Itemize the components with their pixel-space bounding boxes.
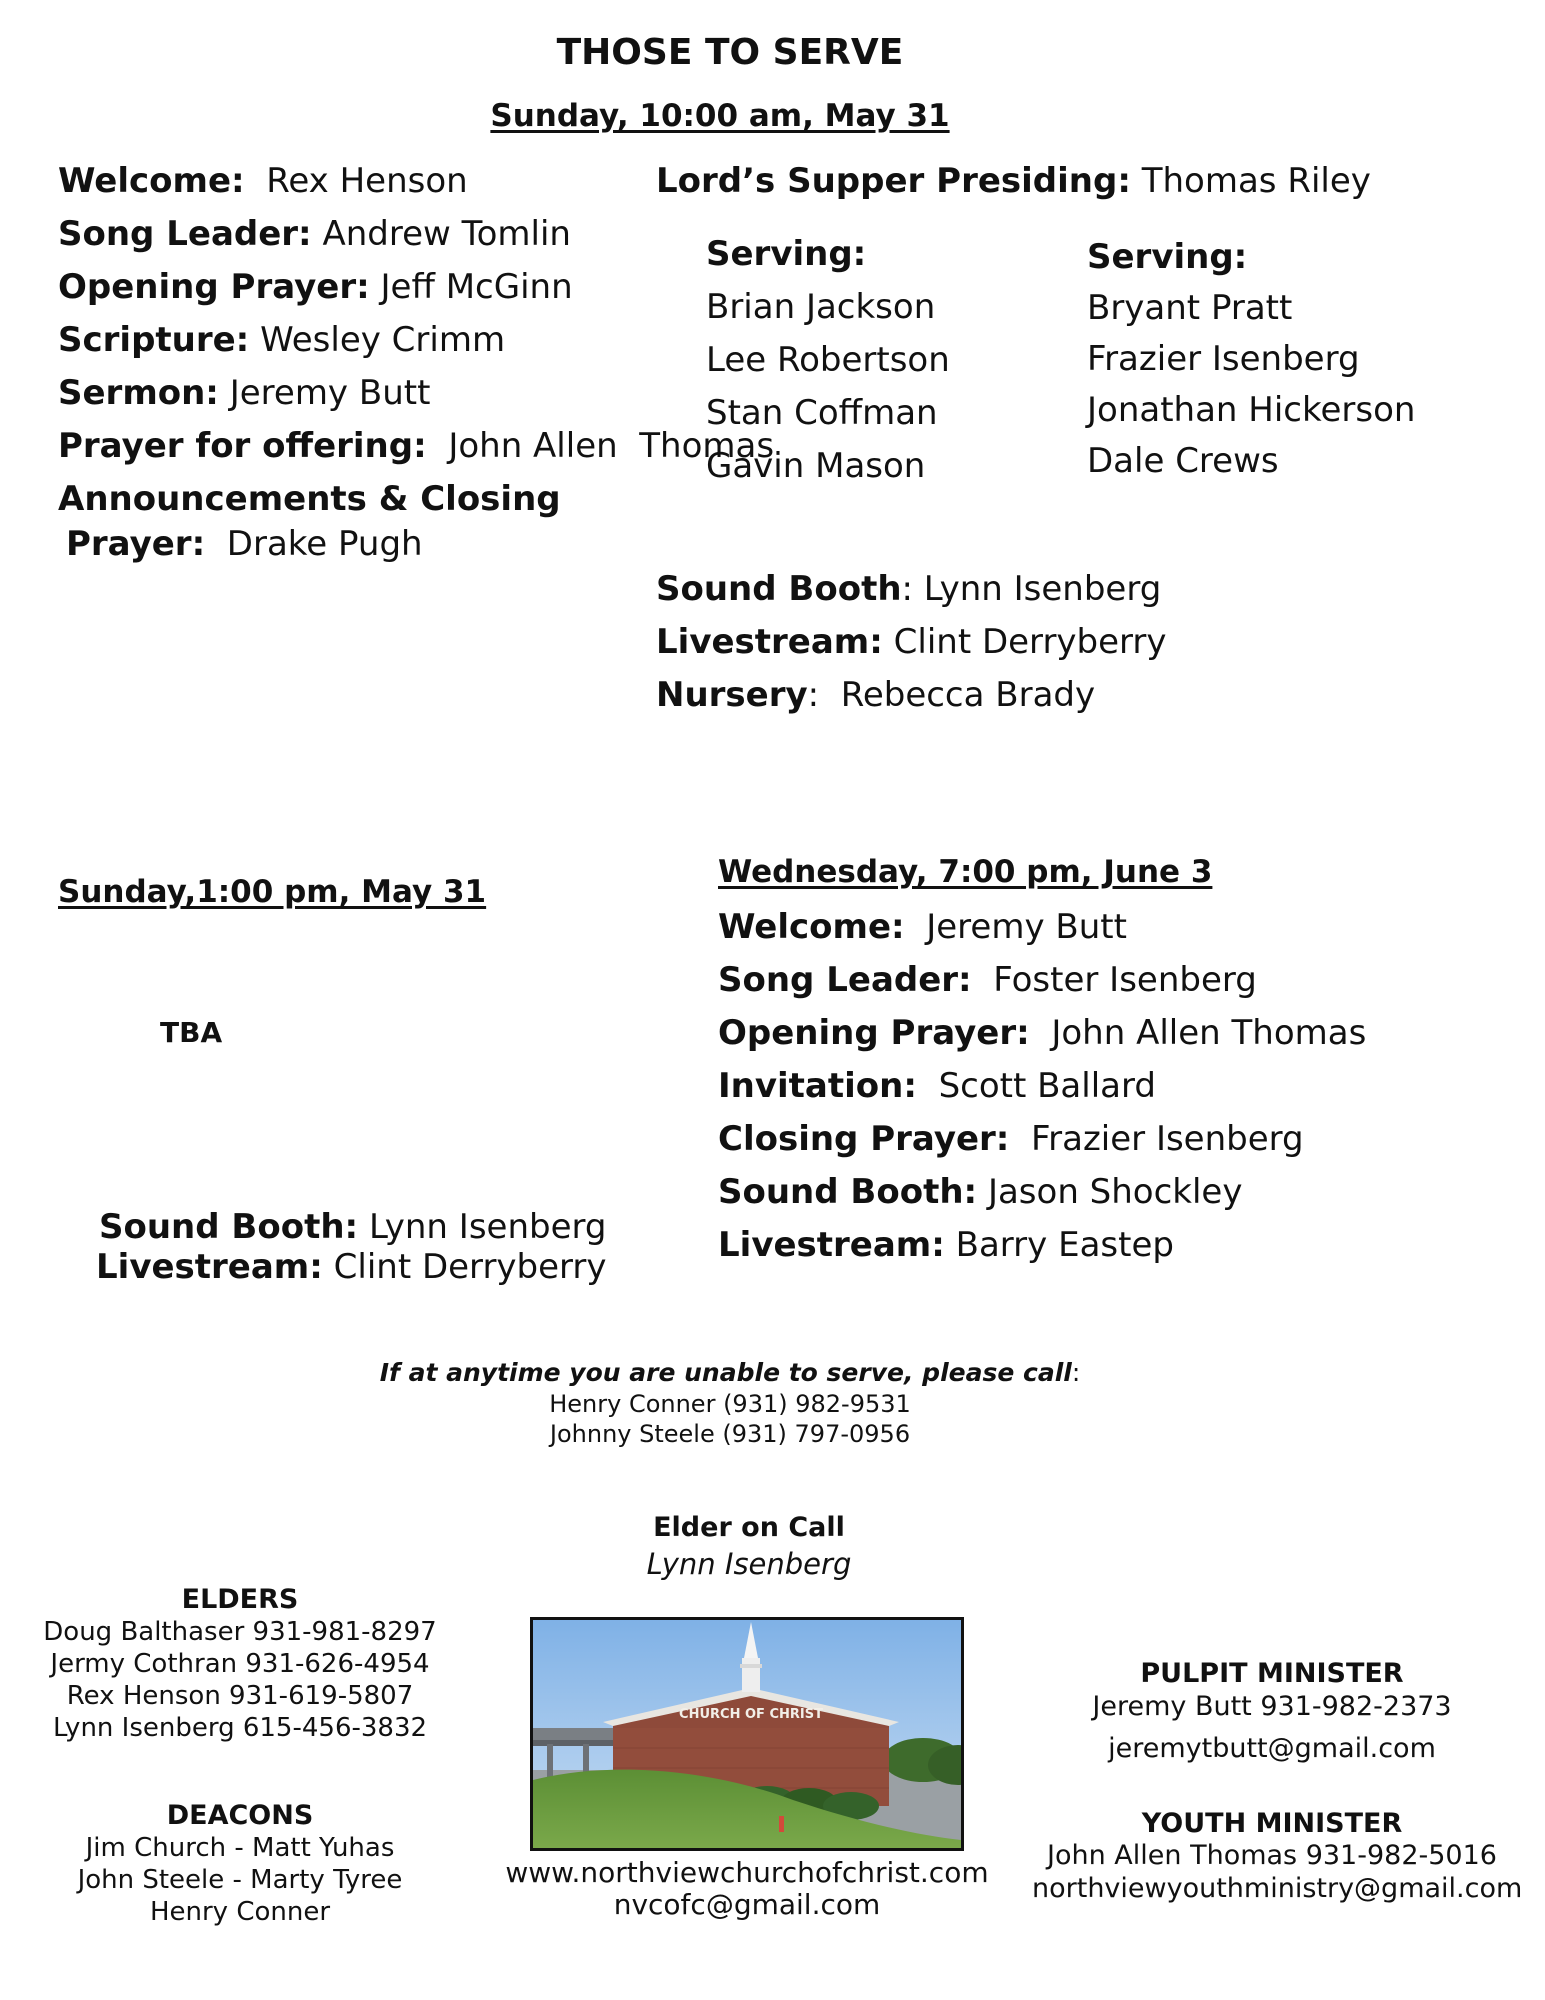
role-row: [58, 214, 774, 270]
role-name: Rex Henson: [266, 161, 468, 201]
sunday-pm-heading: Sunday,1:00 pm, May 31: [58, 874, 487, 910]
call-note: [0, 1358, 1460, 1448]
server-name: Jonathan Hickerson: [1087, 390, 1416, 430]
deacon-entry: Henry Conner: [149, 1897, 331, 1927]
livestream-row: [96, 1247, 607, 1287]
role-row: [718, 960, 1366, 1016]
role-label: Sermon:: [58, 373, 219, 413]
elder-entry: Jermy Cothran 931-626-4954: [50, 1649, 430, 1679]
serving-column-1: [706, 234, 950, 502]
role-row: [718, 907, 1366, 963]
role-label: Livestream:: [96, 1247, 323, 1287]
role-label: Sound Booth:: [718, 1172, 978, 1212]
role-row: [58, 267, 774, 323]
livestream-row: [656, 622, 1167, 678]
role-label: Welcome:: [718, 907, 905, 947]
serving-label: Serving:: [1087, 237, 1248, 277]
deacons-block: [40, 1800, 440, 1927]
youth-minister-block: [1032, 1808, 1523, 1904]
role-name: Clint Derryberry: [333, 1247, 607, 1287]
role-label: Opening Prayer:: [58, 267, 370, 307]
pulpit-minister-phone: Jeremy Butt 931-982-2373: [1092, 1691, 1452, 1722]
role-row: [58, 320, 774, 376]
sound-booth-row: [96, 1207, 607, 1250]
role-name: Barry Eastep: [955, 1225, 1174, 1265]
role-name: Jeremy Butt: [926, 907, 1127, 947]
youth-minister-heading: YOUTH MINISTER: [1141, 1808, 1403, 1839]
role-label: Nursery: [656, 675, 808, 715]
call-note-text: If at anytime you are unable to serve, please call: [379, 1358, 1072, 1387]
tba-label: TBA: [160, 1016, 223, 1049]
church-sign-text: CHURCH OF CHRIST: [679, 1707, 823, 1722]
website-link[interactable]: www.northviewchurchofchrist.com: [505, 1856, 989, 1889]
role-label: Closing Prayer:: [718, 1119, 1010, 1159]
elder-on-call-name: Lynn Isenberg: [646, 1547, 852, 1581]
closing-label-line-1: Announcements & Closing: [58, 479, 561, 519]
elder-entry: Rex Henson 931-619-5807: [66, 1681, 414, 1711]
role-label: Song Leader:: [718, 960, 972, 1000]
elders-heading: ELDERS: [181, 1584, 299, 1615]
role-label: Prayer:: [66, 524, 206, 564]
server-name: Bryant Pratt: [1087, 288, 1293, 328]
pulpit-minister-email[interactable]: jeremytbutt@gmail.com: [1108, 1733, 1436, 1764]
page-title: THOSE TO SERVE: [556, 32, 904, 73]
role-name: Wesley Crimm: [260, 320, 506, 360]
role-name: Thomas Riley: [1141, 161, 1371, 201]
call-note-heading: [0, 1358, 1460, 1390]
deacon-entry: John Steele - Marty Tyree: [77, 1865, 403, 1895]
role-label: Song Leader:: [58, 214, 312, 254]
call-contact: Johnny Steele (931) 797-0956: [549, 1420, 911, 1448]
role-name: : Rebecca Brady: [807, 675, 1096, 715]
youth-minister-email[interactable]: northviewyouthministry@gmail.com: [1032, 1873, 1523, 1904]
role-row: [58, 426, 775, 482]
role-label: Invitation:: [718, 1066, 917, 1106]
deacon-entry: Jim Church - Matt Yuhas: [85, 1833, 395, 1863]
role-row: [58, 524, 774, 564]
role-label: Opening Prayer:: [718, 1013, 1030, 1053]
role-name: John Allen Thomas: [448, 426, 775, 466]
role-label: Scripture:: [58, 320, 250, 360]
church-building-image: [533, 1620, 961, 1848]
role-row: [718, 1013, 1367, 1069]
pulpit-minister-block: [1052, 1658, 1492, 1764]
sunday-am-tech: [656, 569, 1167, 715]
sunday-am-heading: Sunday, 10:00 am, May 31: [490, 98, 950, 134]
elder-entry: Doug Balthaser 931-981-8297: [43, 1617, 437, 1647]
role-name: Scott Ballard: [938, 1066, 1156, 1106]
wednesday-roles: [718, 907, 1367, 1281]
server-name: Brian Jackson: [706, 287, 936, 327]
role-name: Andrew Tomlin: [322, 214, 571, 254]
serving-column-2: [1087, 237, 1416, 495]
nursery-row: [656, 675, 1167, 715]
elder-on-call-label: Elder on Call: [653, 1512, 845, 1543]
role-label: Welcome:: [58, 161, 245, 201]
lords-supper-row: [656, 161, 1371, 201]
sunday-pm-tech: [96, 1207, 607, 1287]
role-name: Jason Shockley: [987, 1172, 1243, 1212]
sunday-am-roles: [58, 161, 775, 564]
server-name: Dale Crews: [1087, 441, 1279, 481]
serving-label: Serving:: [706, 234, 867, 274]
role-label: Sound Booth: [656, 569, 902, 609]
elders-block: [40, 1584, 440, 1743]
role-name: Frazier Isenberg: [1031, 1119, 1304, 1159]
call-contact: Henry Conner (931) 982-9531: [549, 1390, 911, 1418]
server-name: Frazier Isenberg: [1087, 339, 1360, 379]
role-name: John Allen Thomas: [1051, 1013, 1367, 1053]
role-row: [718, 1066, 1366, 1122]
pulpit-minister-heading: PULPIT MINISTER: [1140, 1658, 1404, 1689]
sound-booth-row: [656, 569, 1167, 625]
hydrant: [779, 1816, 784, 1832]
church-building-photo: [530, 1617, 964, 1851]
role-label: Sound Booth:: [99, 1207, 359, 1247]
role-row: [718, 1172, 1366, 1228]
wednesday-heading: Wednesday, 7:00 pm, June 3: [718, 854, 1213, 890]
youth-minister-phone: John Allen Thomas 931-982-5016: [1047, 1840, 1497, 1871]
call-note-colon: :: [1071, 1358, 1081, 1387]
role-label: Livestream:: [656, 622, 883, 662]
church-email-link[interactable]: nvcofc@gmail.com: [613, 1888, 881, 1921]
server-name: Gavin Mason: [706, 446, 926, 486]
role-name: Drake Pugh: [226, 524, 423, 564]
role-label: Lord’s Supper Presiding:: [656, 161, 1131, 201]
role-label: Livestream:: [718, 1225, 945, 1265]
server-name: Lee Robertson: [706, 340, 950, 380]
deacons-heading: DEACONS: [166, 1800, 314, 1831]
elder-on-call: [0, 1512, 1498, 1581]
role-name: : Lynn Isenberg: [901, 569, 1162, 609]
role-name: Jeff McGinn: [380, 267, 573, 307]
role-name: Foster Isenberg: [993, 960, 1257, 1000]
role-name: Jeremy Butt: [229, 373, 431, 413]
role-name: Clint Derryberry: [893, 622, 1167, 662]
church-contact: [497, 1856, 997, 1921]
role-row: [718, 1225, 1366, 1281]
role-label: Prayer for offering:: [58, 426, 427, 466]
role-row: [718, 1119, 1366, 1175]
server-name: Stan Coffman: [706, 393, 938, 433]
role-row: [58, 373, 774, 429]
role-name: Lynn Isenberg: [368, 1207, 607, 1247]
elder-entry: Lynn Isenberg 615-456-3832: [52, 1713, 428, 1743]
